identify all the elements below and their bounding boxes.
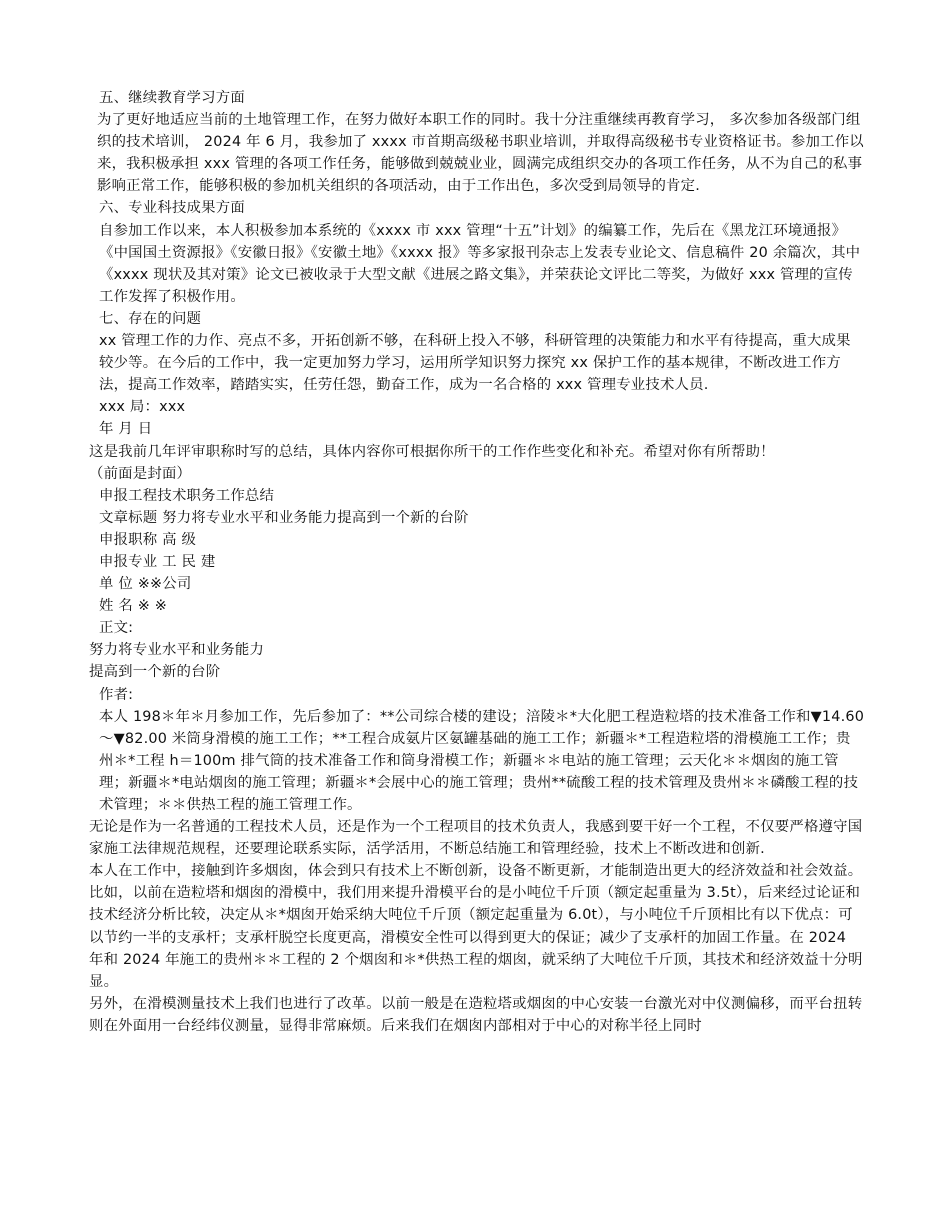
article-title-line-1: 努力将专业水平和业务能力 [89, 642, 265, 659]
author-label: 作者: [99, 686, 134, 703]
signature-bureau: xxx 局：xxx [99, 399, 186, 416]
cover-specialty: 申报专业 工 民 建 [99, 553, 216, 570]
cover-title-level: 申报职称 高 级 [99, 531, 197, 548]
note-paragraph: 这是我前几年评审职称时写的总结，具体内容你可根据你所干的工作作些变化和补充。希望对你有所帮助！ [89, 443, 775, 460]
heading-research-achievements: 六、专业科技成果方面 [99, 200, 245, 217]
cover-organization: 单 位 ※※公司 [99, 576, 192, 593]
body-label: 正文: [99, 620, 134, 637]
cover-article-title: 文章标题 努力将专业水平和业务能力提高到一个新的台阶 [99, 509, 469, 526]
heading-continuing-education: 五、继续教育学习方面 [99, 90, 245, 106]
paragraph-innovation: 本人在工作中，接触到许多烟囱，体会到只有技术上不断创新，设备不断更新，才能制造出更大的经济效益和社会效益。 [89, 863, 863, 880]
paragraph-existing-problems: xx 管理工作的力作、亮点不多，开拓创新不够，在科研上投入不够，科研管理的决策能力和水平有待提高，重大成果较少等。在今后的工作中，我一定更加努力学习，运用所学知识努力探究 xx 保护工作的基本规律，不断改进工作方法，提高工作效率，踏踏实实，任劳任怨，勤奋工作，成为一名合格的 xxx 管理专业技术人员. [99, 333, 851, 394]
paragraph-continuing-education: 为了更好地适应当前的土地管理工作，在努力做好本职工作的同时。我十分注重继续再教育学习， 多次参加各级部门组织的技术培训， 2024 年 6 月，我参加了 xxxx 市首期高级秘书职业培训，并取得高级秘书专业资格证书。参加工作以来，我积极承担 xxx 管理的各项工作任务，能够做到兢兢业业，圆满完成组织交办的各项工作任务，从不为自己的私事影响正常工作，能够积极的参加机关组织的各项活动，由于工作出色，多次受到局领导的肯定. [97, 112, 864, 195]
signature-date: 年 月 日 [99, 421, 153, 438]
paragraph-measurement-reform: 另外，在滑模测量技术上我们也进行了改革。以前一般是在造粒塔或烟囱的中心安装一台激光对中仪测偏移，而平台扭转则在外面用一台经纬仪测量，显得非常麻烦。后来我们在烟囱内部相对于中心的对称半径上同时 [89, 995, 863, 1034]
paragraph-jack-example: 比如，以前在造粒塔和烟囱的滑模中，我们用来提升滑模平台的是小吨位千斤顶（额定起重量为 3.5t），后来经过论证和技术经济分析比较，决定从＊*烟囱开始采纳大吨位千斤顶（额定起重量为 6.0t），与小吨位千斤顶相比有以下优点：可以节约一半的支承杆；支承杆脱空长度更高，滑模安全性可以得到更大的保证；减少了支承杆的加固工作量。在 2024 年和 2024 年施工的贵州＊＊工程的 2 个烟囱和＊*供热工程的烟囱，就采纳了大吨位千斤顶，其技术和经济效益十分明显。 [89, 885, 863, 990]
article-title-line-2: 提高到一个新的台阶 [89, 664, 221, 681]
paragraph-research-achievements: 自参加工作以来，本人积极参加本系统的《xxxx 市 xxx 管理“十五”计划》的编纂工作，先后在《黑龙江环境通报》《中国国土资源报》《安徽日报》《安徽土地》《xxxx 报》等多家报刊杂志上发表专业论文、信息稿件 20 余篇次，其中《xxxx 现状及其对策》论文已被收录于大型文献《进展之路文集》，并荣获论文评比二等奖，为做好 xxx 管理的宣传工作发挥了积极作用。 [99, 222, 861, 305]
paragraph-engineering-experience: 无论是作为一名普通的工程技术人员，还是作为一个工程项目的技术负责人，我感到要干好一个工程，不仅要严格遵守国家施工法律规范规程，还要理论联系实际，活学活用，不断总结施工和管理经验，技术上不断改进和创新. [89, 819, 863, 858]
heading-existing-problems: 七、存在的问题 [99, 310, 202, 327]
paragraph-work-history: 本人 198＊年＊月参加工作，先后参加了：**公司综合楼的建设；涪陵＊*大化肥工程造粒塔的技术准备工作和▼14.60～▼82.00 米筒身滑模的施工工作；**工程合成氨片区氨罐基础的施工工作；新疆＊*工程造粒塔的滑模施工工作；贵州＊*工程 h＝100m 排气筒的技术准备工作和筒身滑模工作；新疆＊＊电站的施工管理；云天化＊＊烟囱的施工管理；新疆＊*电站烟囱的施工管理；新疆＊*会展中心的施工管理；贵州**硫酸工程的技术管理及贵州＊＊磷酸工程的技术管理；＊＊供热工程的施工管理工作。 [99, 708, 865, 813]
document-page [89, 87, 865, 1037]
cover-note: （前面是封面） [89, 465, 192, 482]
cover-title: 申报工程技术职务工作总结 [99, 487, 275, 504]
cover-name: 姓 名 ※ ※ [99, 598, 168, 615]
